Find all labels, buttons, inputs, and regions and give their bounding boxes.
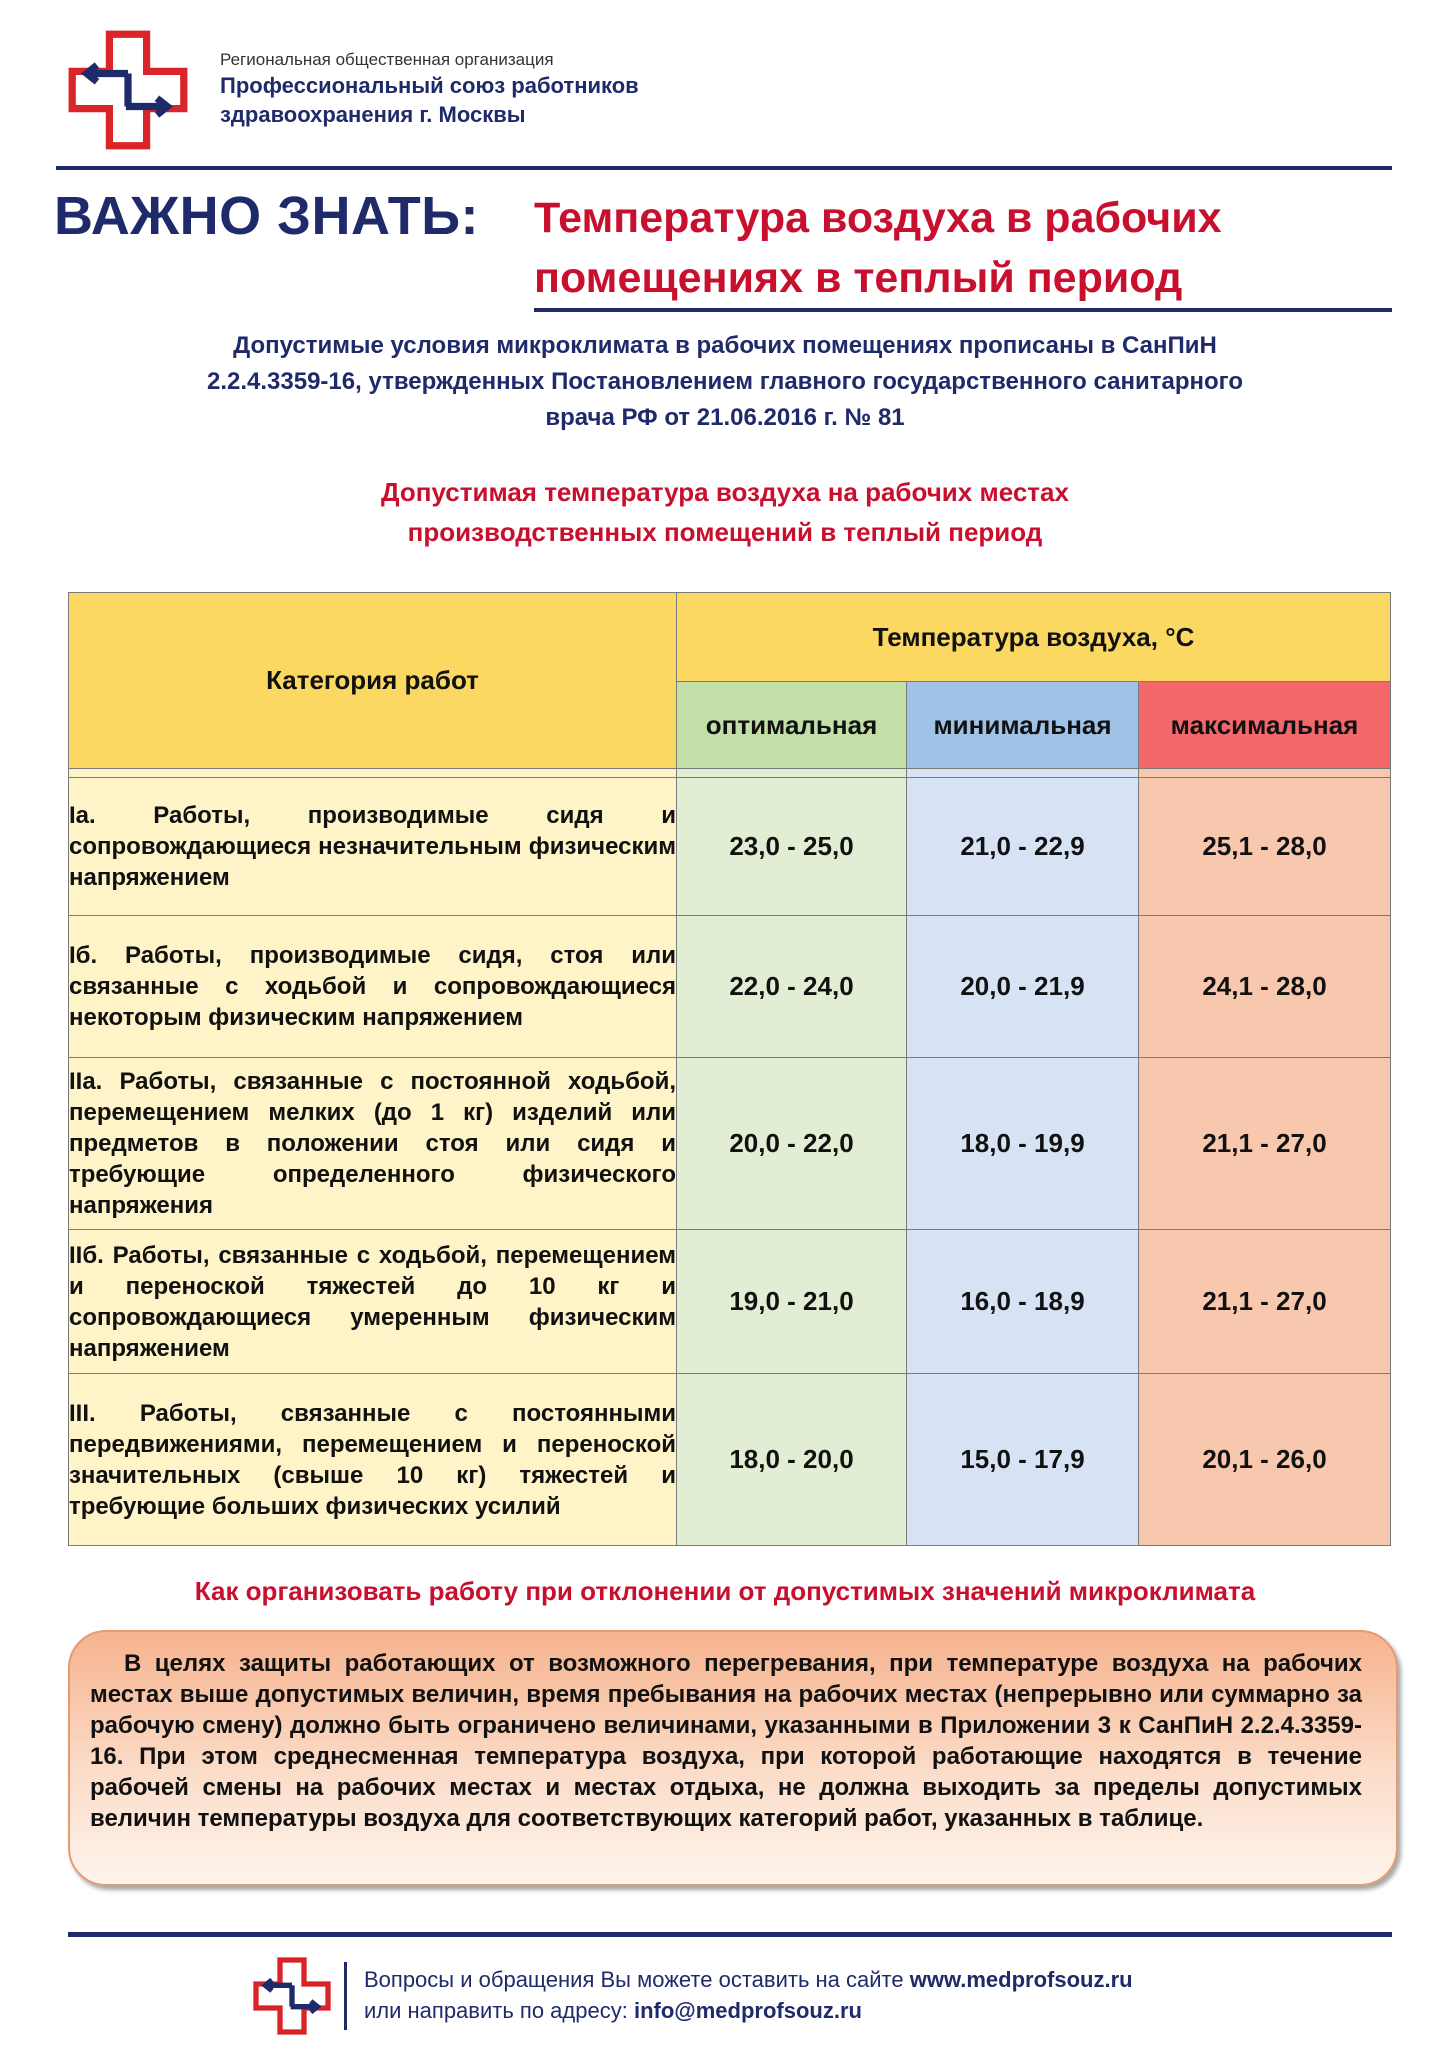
header-temperature: Температура воздуха, °С	[677, 593, 1391, 682]
important-label: ВАЖНО ЗНАТЬ:	[54, 186, 480, 246]
footer-divider	[68, 1932, 1392, 1937]
temperature-table	[68, 592, 1391, 1546]
maximal-cell: 20,1 - 26,0	[1139, 1374, 1391, 1546]
table-row	[69, 1374, 1391, 1546]
maximal-cell: 25,1 - 28,0	[1139, 778, 1391, 916]
deviation-info-box	[68, 1630, 1398, 1886]
intro-line-2: 2.2.4.3359-16, утвержденных Постановлением главного государственного санитарного	[206, 368, 1244, 395]
optimal-cell: 20,0 - 22,0	[677, 1058, 907, 1230]
minimal-cell: 15,0 - 17,9	[907, 1374, 1139, 1546]
minimal-cell: 18,0 - 19,9	[907, 1058, 1139, 1230]
intro-line-1: Допустимые условия микроклимата в рабочих помещениях прописаны в СанПиН	[233, 332, 1217, 359]
optimal-cell: 22,0 - 24,0	[677, 916, 907, 1058]
optimal-cell: 18,0 - 20,0	[677, 1374, 907, 1546]
intro-line-3: врача РФ от 21.06.2016 г. № 81	[545, 404, 905, 431]
table-title	[200, 472, 1250, 552]
medical-cross-logo-icon	[66, 28, 190, 152]
table-row	[69, 1230, 1391, 1374]
category-cell: Iа. Работы, производимые сидя и сопровождающиеся незначительным физическим напряжением	[69, 778, 677, 916]
title-line-2: помещениях в теплый период	[534, 254, 1183, 302]
table-row	[69, 778, 1391, 916]
header-category: Категория работ	[69, 593, 677, 769]
footer-line-2: или направить по адресу:	[364, 1998, 634, 2023]
category-cell: III. Работы, связанные с постоянными передвижениями, перемещением и переноской значительных (свыше 10 кг) тяжестей и требующие больших физических усилий	[69, 1374, 677, 1546]
minimal-cell: 16,0 - 18,9	[907, 1230, 1139, 1374]
header-optimal: оптимальная	[677, 682, 907, 769]
header-maximal: максимальная	[1139, 682, 1391, 769]
category-cell: IIб. Работы, связанные с ходьбой, перемещением и переноской тяжестей до 10 кг и сопровождающиеся умеренным физическим напряжением	[69, 1230, 677, 1374]
footer-separator	[344, 1962, 347, 2030]
org-line-3: здравоохранения г. Москвы	[220, 102, 526, 127]
top-divider	[56, 166, 1392, 170]
website-link[interactable]: www.medprofsouz.ru	[909, 1967, 1133, 1992]
deviation-text: В целях защиты работающих от возможного перегревания, при температуре воздуха на рабочих местах выше допустимых величин, время пребывания на рабочих местах (непрерывно или суммарно за рабочую смену) должно быть ограничено величинами, указанными в Приложении 3 к СанПиН 2.2.4.3359-16. При этом среднесменная температура воздуха, при которой работающие находятся в течение рабочей смены на рабочих местах и местах отдыха, не должна выходить за пределы допустимых величин температуры воздуха для соответствующих категорий работ, указанных в таблице.	[90, 1650, 1362, 1832]
footer-line-1: Вопросы и обращения Вы можете оставить на сайте	[364, 1967, 910, 1992]
optimal-cell: 19,0 - 21,0	[677, 1230, 907, 1374]
intro-text	[120, 328, 1330, 436]
org-line-1: Региональная общественная организация	[220, 50, 554, 69]
table-row	[69, 916, 1391, 1058]
email-link[interactable]: info@medprofsouz.ru	[633, 1998, 862, 2023]
footer-medical-cross-icon	[252, 1956, 332, 2036]
title-line-1: Температура воздуха в рабочих	[534, 194, 1222, 242]
category-cell: IIа. Работы, связанные с постоянной ходьбой, перемещением мелких (до 1 кг) изделий или предметов в положении стоя или сидя и требующие определенного физического напряжения	[69, 1058, 677, 1230]
title-underline	[534, 308, 1392, 312]
minimal-cell: 20,0 - 21,9	[907, 916, 1139, 1058]
maximal-cell: 21,1 - 27,0	[1139, 1058, 1391, 1230]
deviation-heading: Как организовать работу при отклонении от допустимых значений микроклимата	[194, 1576, 1256, 1606]
optimal-cell: 23,0 - 25,0	[677, 778, 907, 916]
maximal-cell: 21,1 - 27,0	[1139, 1230, 1391, 1374]
organization-name	[220, 50, 639, 128]
table-title-line-1: Допустимая температура воздуха на рабочих местах	[381, 477, 1069, 507]
table-title-line-2: производственных помещений в теплый период	[407, 517, 1043, 547]
minimal-cell: 21,0 - 22,9	[907, 778, 1139, 916]
org-line-2: Профессиональный союз работников	[220, 73, 639, 98]
maximal-cell: 24,1 - 28,0	[1139, 916, 1391, 1058]
footer-contact	[364, 1964, 1133, 2026]
category-cell: Iб. Работы, производимые сидя, стоя или связанные с ходьбой и сопровождающиеся некоторым физическим напряжением	[69, 916, 677, 1058]
table-row	[69, 1058, 1391, 1230]
page-title	[534, 188, 1222, 308]
table-gap	[69, 769, 1391, 778]
header-minimal: минимальная	[907, 682, 1139, 769]
